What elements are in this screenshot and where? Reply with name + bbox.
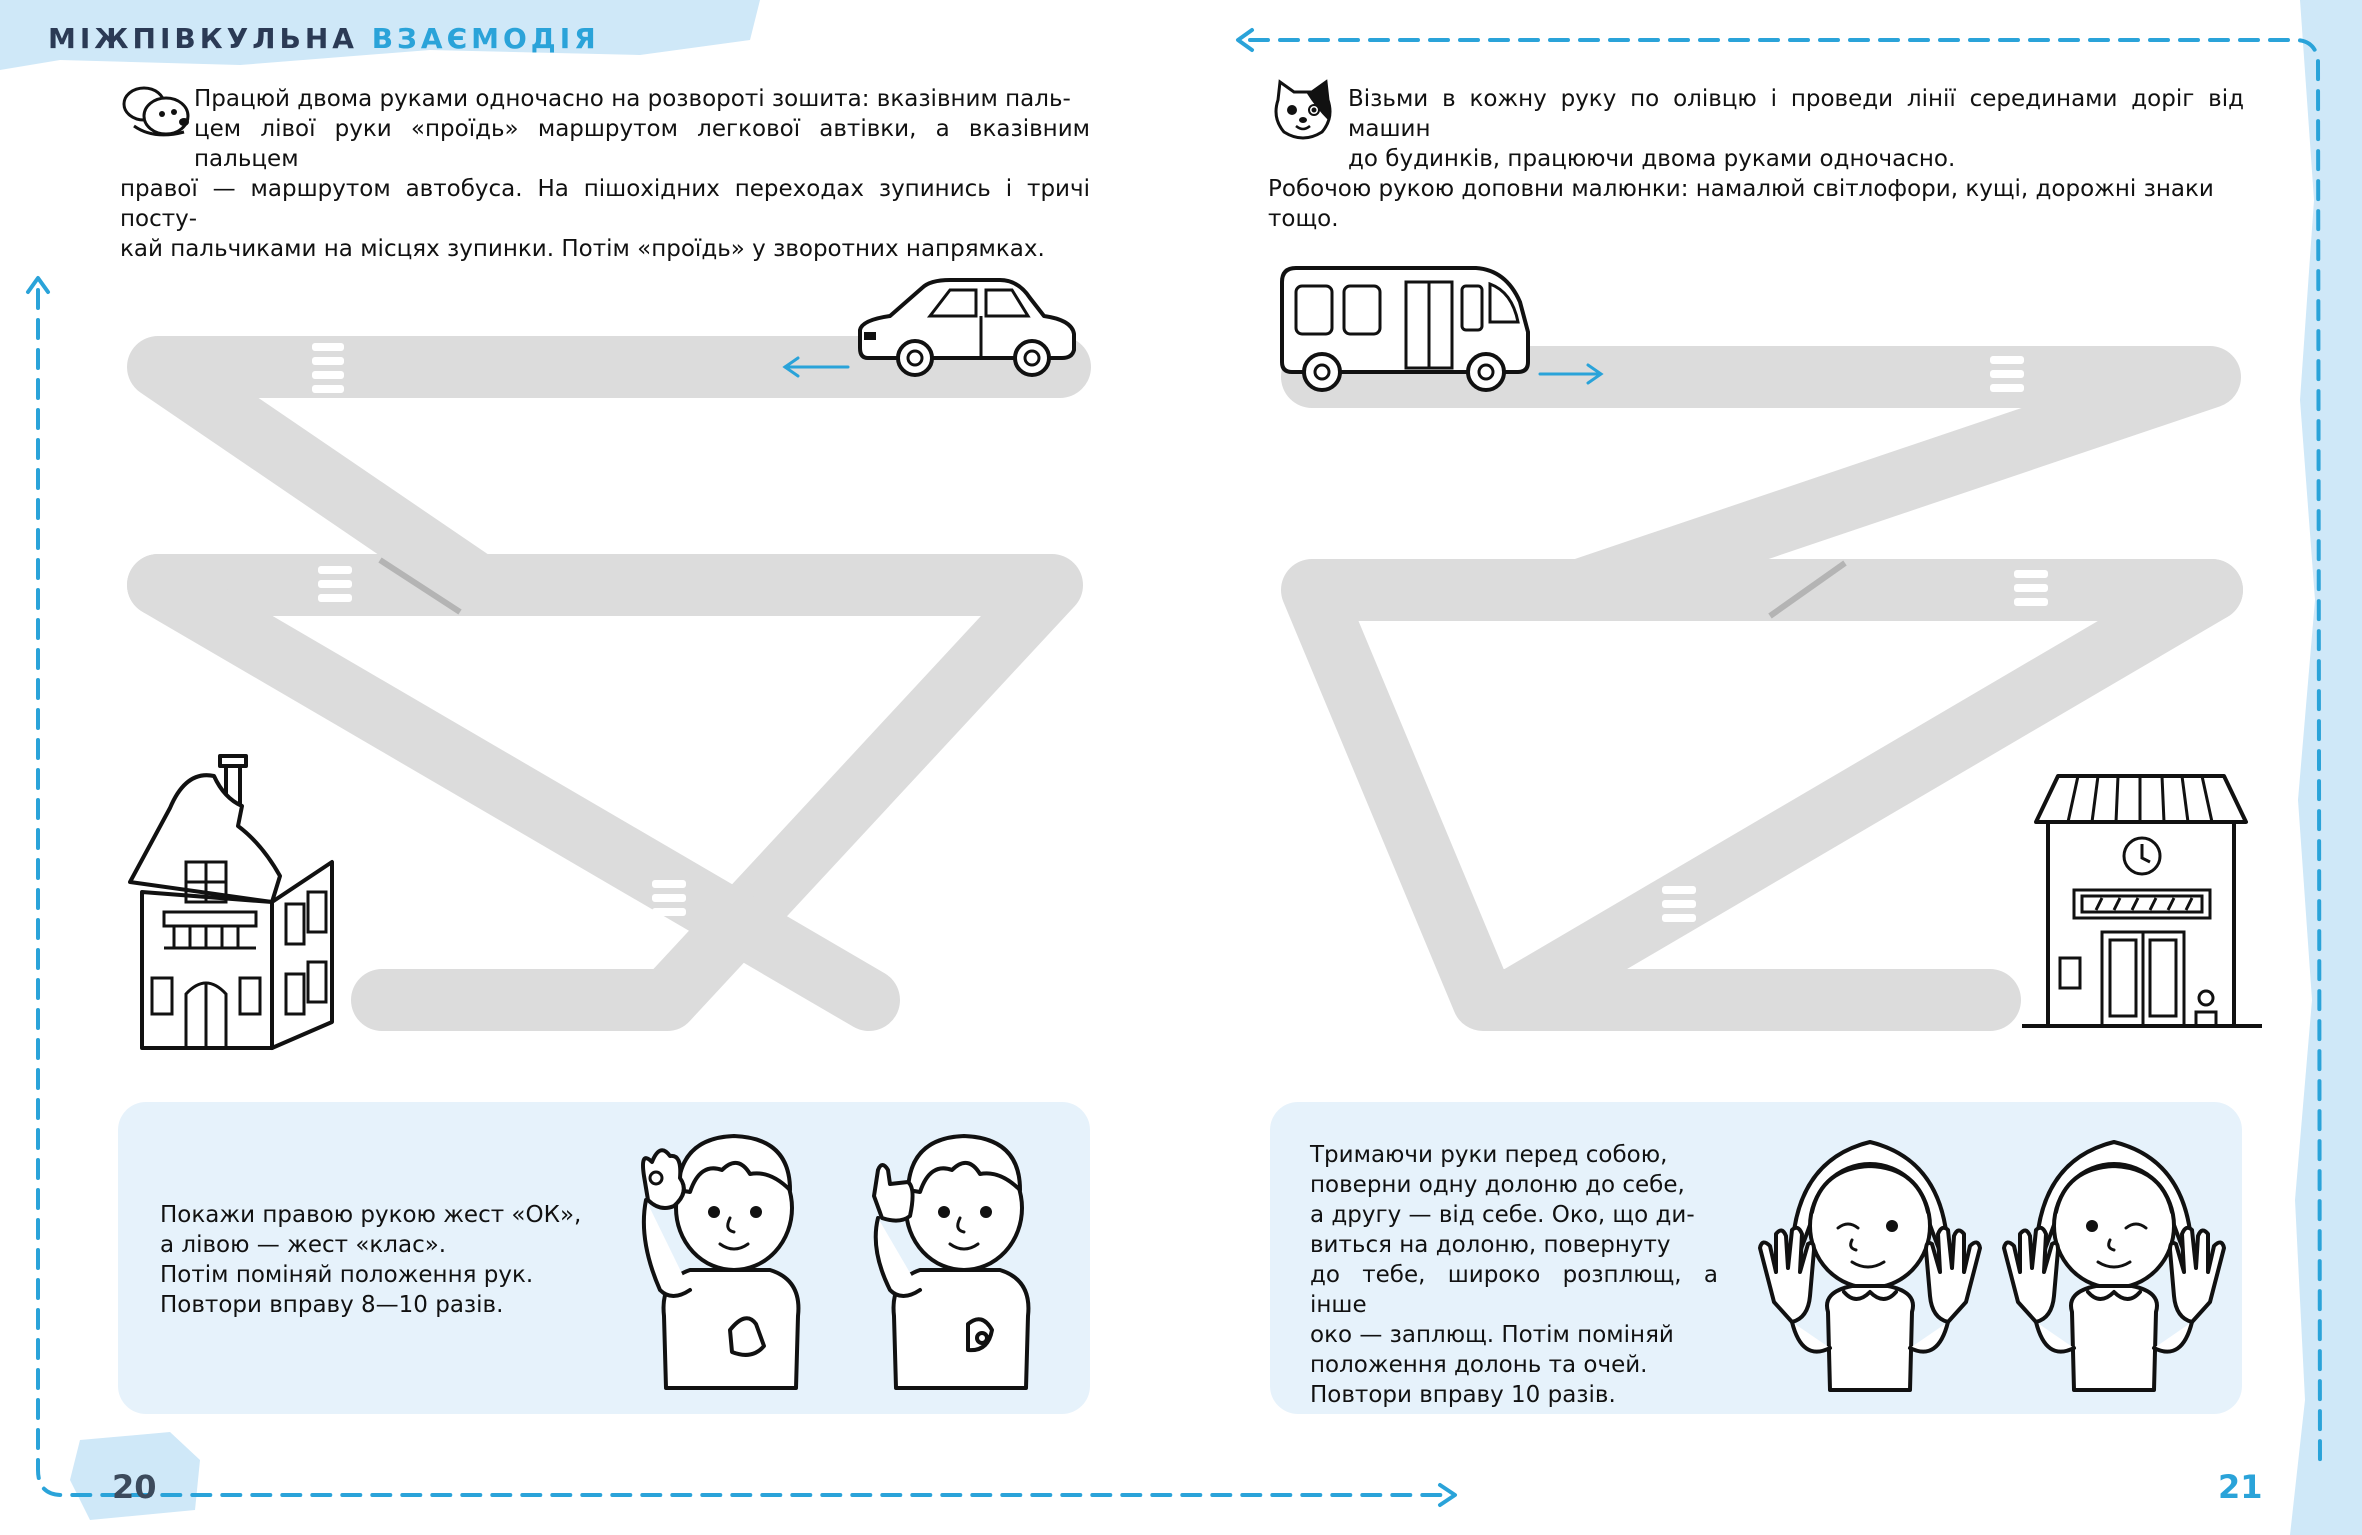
left-exercise-line-1: Покажи правою рукою жест «ОК», [160,1202,582,1228]
section-title-part2: ВЗАЄМОДІЯ [371,22,600,55]
left-exercise-text [160,1200,600,1320]
bus-icon [1276,262,1536,394]
boy-thumbs-up-icon [860,1120,1060,1392]
section-title-part1: МІЖПІВКУЛЬНА [48,22,372,55]
crosswalk-2 [318,566,352,602]
house-icon [122,752,352,1054]
left-exercise-line-3: Потім поміняй положення рук. [160,1262,534,1288]
right-instruction-line-3: Робочою рукою доповни малюнки: намалюй світлофори, кущі, дорожні знаки [1268,176,2214,202]
right-exercise-line-4: виться на долоню, повернуту [1310,1232,1671,1258]
crosswalk-8 [1662,886,1696,922]
left-exercise-line-4: Повтори вправу 8—10 разів. [160,1292,504,1318]
right-instruction-line-4: тощо. [1268,206,1339,232]
left-exercise-line-2: а лівою — жест «клас». [160,1232,447,1258]
right-exercise-text [1310,1140,1718,1410]
right-exercise-line-3: а другу — від себе. Око, що ди- [1310,1202,1695,1228]
page-number-right: 21 [2218,1468,2263,1506]
girl-palms-icon [1752,1122,1988,1392]
girl-palms-icon [1996,1122,2232,1392]
boy-ok-gesture-icon [630,1120,830,1392]
right-exercise-line-8: Повтори вправу 10 разів. [1310,1382,1616,1408]
left-instruction-line-1: Працюй двома руками одночасно на розвороті зошита: вказівним паль- [194,86,1071,112]
crosswalk-3 [650,656,684,706]
shop-building-icon [2022,772,2262,1056]
crosswalk-5 [1990,356,2024,392]
car-icon [850,268,1080,388]
right-exercise-line-2: поверни одну долоню до себе, [1310,1172,1685,1198]
right-exercise-line-5: до тебе, широко розплющ, а інше [1310,1262,1718,1318]
right-exercise-line-7: положення долонь та очей. [1310,1352,1648,1378]
right-exercise-line-1: Тримаючи руки перед собою, [1310,1142,1668,1168]
left-instruction-line-3: правої — маршрутом автобуса. На пішохідних переходах зупинись і тричі посту- [120,176,1090,232]
right-instruction-line-2: до будинків, працюючи двома руками одночасно. [1348,146,1956,172]
crosswalk-4 [652,880,686,916]
right-exercise-line-6: око — заплющ. Потім поміняй [1310,1322,1674,1348]
left-instruction-line-2: цем лівої руки «проїдь» маршрутом легкової автівки, а вказівним пальцем [194,116,1090,172]
right-instruction-line-1: Візьми в кожну руку по олівцю і проведи лінії серединами доріг від машин [1348,86,2244,142]
crosswalk-7 [1668,662,1702,712]
page-number-left: 20 [112,1468,157,1506]
crosswalk-6 [2014,570,2048,606]
left-instruction-line-4: кай пальчиками на місцях зупинки. Потім «проїдь» у зворотних напрямках. [120,236,1045,262]
